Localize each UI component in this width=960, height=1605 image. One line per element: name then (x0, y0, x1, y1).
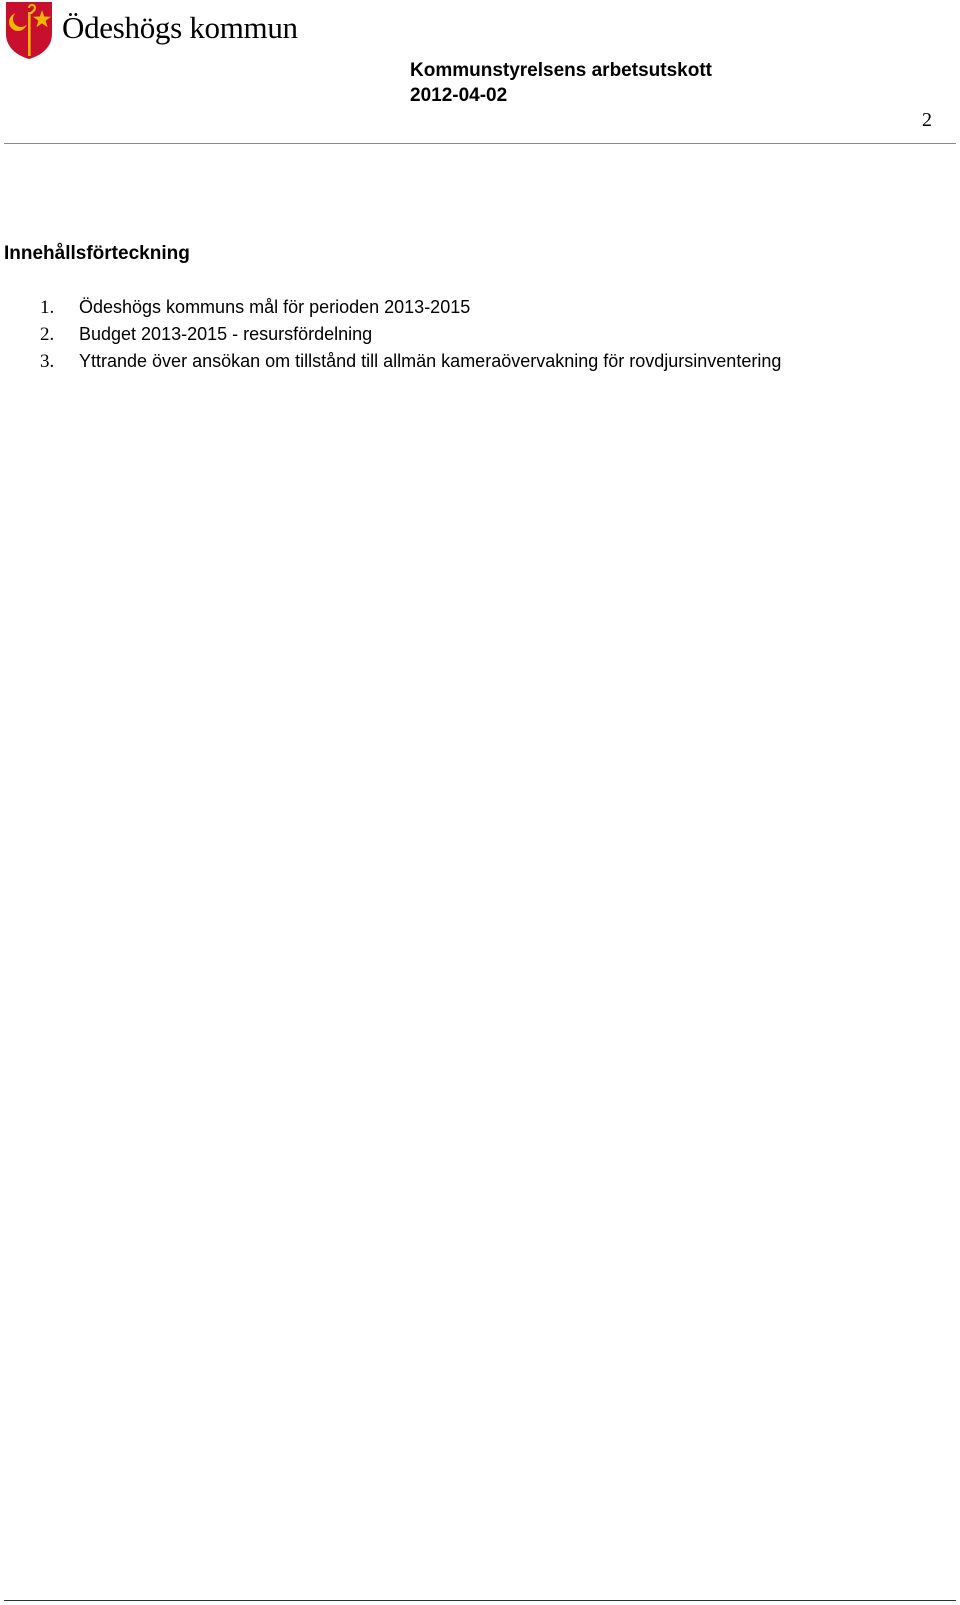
toc-item-number: 2. (40, 324, 55, 345)
toc-item-number: 1. (40, 297, 55, 318)
toc-item-text: Yttrande över ansökan om tillstånd till allmän kameraövervakning för rovdjursinventering (79, 351, 782, 371)
toc-item-number: 3. (40, 351, 55, 372)
municipality-name: Ödeshögs kommun (62, 10, 298, 45)
toc-item-text: Budget 2013-2015 - resursfördelning (79, 324, 373, 344)
toc-item-text: Ödeshögs kommuns mål för perioden 2013-2015 (79, 297, 471, 317)
header-divider (4, 143, 956, 144)
page-number: 2 (922, 109, 932, 131)
coat-of-arms-icon (4, 0, 54, 60)
toc-heading: Innehållsförteckning (4, 243, 190, 264)
meeting-date: 2012-04-02 (410, 85, 508, 106)
committee-name: Kommunstyrelsens arbetsutskott (410, 60, 712, 81)
footer-divider (4, 1600, 956, 1601)
